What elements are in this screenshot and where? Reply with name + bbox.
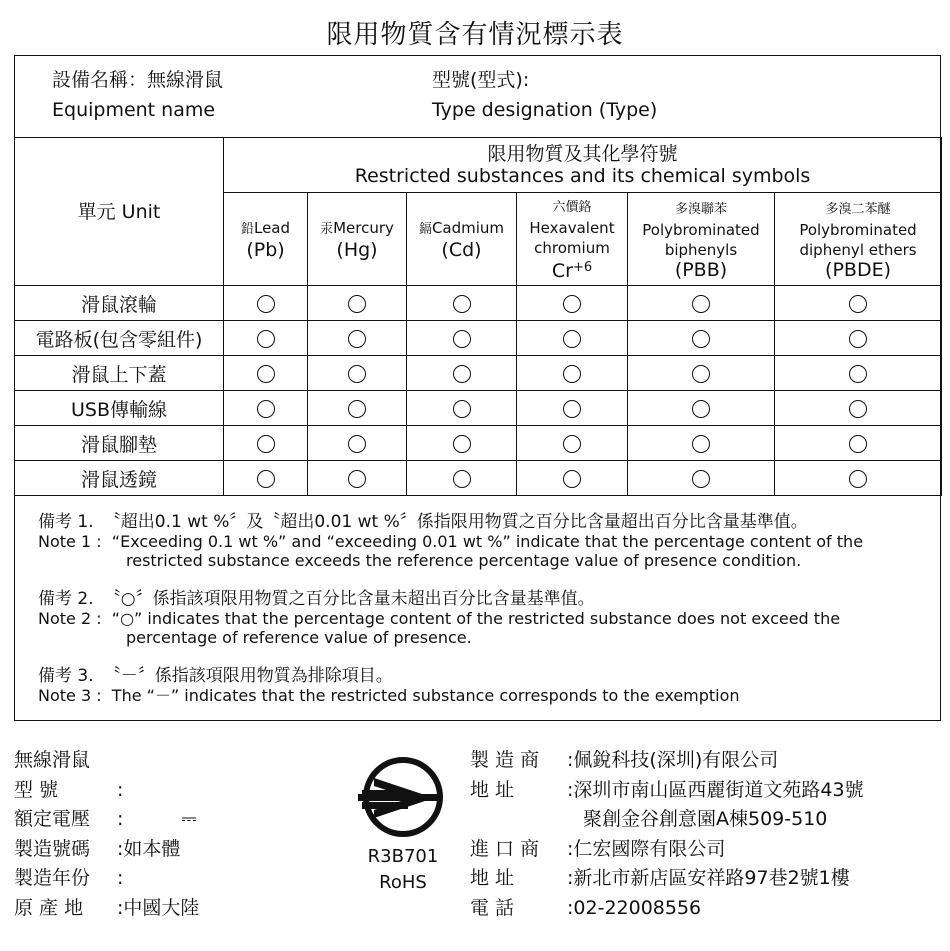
circle-mark-icon: [692, 330, 710, 348]
type-designation-zh: 型號(型式):: [432, 69, 530, 91]
maker-value: 佩銳科技(深圳)有限公司: [573, 749, 779, 771]
circle-mark-icon: [563, 470, 581, 488]
circle-mark-icon: [348, 435, 366, 453]
dc-symbol-icon: ⎓: [181, 808, 197, 830]
table-cell: [224, 321, 308, 356]
col-chromium-sup: +6: [572, 260, 593, 275]
table-cell: [308, 321, 407, 356]
col-lead-zh: 鉛: [240, 221, 254, 237]
table-cell: [224, 461, 308, 496]
type-designation-en: Type designation (Type): [432, 99, 658, 121]
row-label: 電路板(包含零組件): [15, 321, 224, 356]
col-mercury: [308, 193, 407, 286]
mark-rohs: RoHS: [379, 872, 427, 893]
note-3-label-zh: 備考 3.: [38, 666, 94, 686]
restricted-substances-table: [14, 137, 942, 496]
col-pbde-en1: Polybrominated: [799, 220, 917, 239]
table-cell: [517, 321, 628, 356]
importer-label: 進 口 商: [470, 837, 540, 860]
mark-code: R3B701: [367, 846, 439, 867]
col-cadmium: [407, 193, 517, 286]
substances-header-zh: 限用物質及其化學符號: [487, 143, 678, 165]
circle-mark-icon: [563, 435, 581, 453]
col-pbde-symbol: (PBDE): [825, 258, 891, 281]
table-cell: [628, 356, 775, 391]
circle-mark-icon: [453, 365, 471, 383]
col-pbde: [775, 193, 942, 286]
circle-mark-icon: [257, 365, 275, 383]
col-chromium: [517, 193, 628, 286]
table-cell: [407, 286, 517, 321]
table-cell: [517, 391, 628, 426]
table-row: [15, 356, 942, 391]
table-row: [15, 461, 942, 496]
table-row: [15, 321, 942, 356]
table-cell: [308, 461, 407, 496]
circle-mark-icon: [849, 435, 867, 453]
table-cell: [517, 426, 628, 461]
circle-mark-icon: [692, 470, 710, 488]
col-chromium-symbol: Cr: [551, 260, 573, 282]
table-cell: [775, 391, 942, 426]
col-lead-en: Lead: [253, 218, 291, 237]
note-1-text-en1: “Exceeding 0.1 wt %” and “exceeding 0.01 wt %” indicate that the percentage content of the: [111, 532, 864, 551]
note-3-label-en: Note 3 :: [38, 686, 102, 705]
table-cell: [628, 426, 775, 461]
note-2-text-zh: 〝○〞係指該項限用物質之百分比含量未超出百分比含量基準值。: [103, 589, 595, 609]
table-cell: [407, 321, 517, 356]
table-cell: [224, 391, 308, 426]
table-row: [15, 286, 942, 321]
col-chromium-en1: Hexavalent: [529, 219, 615, 237]
equipment-section: [14, 55, 941, 137]
table-cell: [775, 461, 942, 496]
table-row: [15, 391, 942, 426]
company-info: 製 造 商 :佩銳科技(深圳)有限公司 地 址 :深圳市南山區西麗街道文苑路43號 聚創金谷創意園A棟509-510 進 口 商 :仁宏國際有限公司 地 址 :新北市新店區安祥路97巷2號1樓 電 話 :02-22008556: [470, 746, 864, 923]
circle-mark-icon: [453, 295, 471, 313]
year-label: 製造年份: [14, 867, 91, 889]
note-2: [38, 589, 840, 647]
col-chromium-zh: 六價鉻: [552, 200, 592, 215]
row-label: USB傳輸線: [15, 391, 224, 426]
note-2-label-en: Note 2 :: [38, 609, 102, 628]
row-label: 滑鼠腳墊: [15, 426, 224, 461]
row-label: 滑鼠滾輪: [15, 286, 224, 321]
note-1-text-en2: restricted substance exceeds the reference percentage value of presence condition.: [126, 551, 802, 570]
circle-mark-icon: [257, 295, 275, 313]
circle-mark-icon: [563, 330, 581, 348]
note-1: [38, 512, 863, 570]
origin-value: 中國大陸: [123, 896, 200, 919]
circle-mark-icon: [849, 400, 867, 418]
circle-mark-icon: [453, 470, 471, 488]
circle-mark-icon: [348, 365, 366, 383]
table-cell: [308, 356, 407, 391]
substances-header: [224, 138, 942, 193]
page-title: 限用物質含有情況標示表: [326, 20, 624, 50]
maker-address-label: 地 址: [470, 778, 515, 801]
origin-label: 原 產 地: [14, 896, 84, 919]
col-lead-symbol: (Pb): [246, 238, 285, 261]
phone-label: 電 話: [470, 896, 515, 919]
col-mercury-en: Mercury: [333, 218, 394, 237]
note-3-text-zh: 〝－〞係指該項限用物質為排除項目。: [103, 666, 393, 686]
circle-mark-icon: [453, 400, 471, 418]
table-cell: [224, 426, 308, 461]
circle-mark-icon: [849, 365, 867, 383]
product-name: 無線滑鼠: [14, 749, 91, 771]
col-lead: [224, 193, 308, 286]
note-3: [38, 666, 740, 705]
circle-mark-icon: [257, 470, 275, 488]
note-2-label-zh: 備考 2.: [38, 589, 94, 609]
circle-mark-icon: [692, 400, 710, 418]
note-1-label-en: Note 1 :: [38, 532, 102, 551]
table-row: [15, 426, 942, 461]
row-label: 滑鼠透鏡: [15, 461, 224, 496]
importer-address-value: 新北市新店區安祥路97巷2號1樓: [573, 867, 850, 889]
table-cell: [775, 356, 942, 391]
col-pbb-en2: biphenyls: [664, 240, 738, 259]
col-pbb-zh: 多溴聯苯: [674, 201, 727, 217]
table-cell: [308, 426, 407, 461]
table-cell: [517, 356, 628, 391]
importer-address-label: 地 址: [470, 867, 515, 889]
circle-mark-icon: [563, 400, 581, 418]
circle-mark-icon: [849, 295, 867, 313]
circle-mark-icon: [348, 470, 366, 488]
circle-mark-icon: [692, 365, 710, 383]
col-pbb-symbol: (PBB): [674, 258, 728, 281]
equipment-name-zh: 設備名稱：無線滑鼠: [52, 69, 224, 91]
model-label: 型 號: [14, 778, 59, 801]
col-pbb: [628, 193, 775, 286]
voltage-label: 額定電壓: [14, 808, 91, 830]
note-3-text-en1: The “－” indicates that the restricted substance corresponds to the exemption: [111, 686, 740, 705]
col-pbde-en2: diphenyl ethers: [799, 240, 917, 259]
table-cell: [224, 356, 308, 391]
note-1-text-zh: 〝超出0.1 wt %〞及〝超出0.01 wt %〞係指限用物質之百分比含量超出百分比含量基準值。: [103, 512, 808, 532]
note-1-label-zh: 備考 1.: [38, 512, 94, 532]
maker-label: 製 造 商: [470, 749, 540, 771]
product-info: 無線滑鼠 型 號 : 額定電壓 : ⎓ 製造號碼 :如本體 製造年份 : 原 產 地 :中國大陸: [14, 746, 199, 923]
equipment-name-en: Equipment name: [52, 99, 216, 121]
circle-mark-icon: [849, 470, 867, 488]
serial-label: 製造號碼: [14, 837, 91, 860]
note-2-text-en1: “○” indicates that the percentage content of the restricted substance does not exceed the: [111, 609, 841, 628]
circle-mark-icon: [453, 435, 471, 453]
table-cell: [517, 286, 628, 321]
circle-mark-icon: [348, 400, 366, 418]
note-2-text-en2: percentage of reference value of presence.: [126, 628, 472, 647]
col-chromium-en2: chromium: [534, 239, 610, 257]
col-mercury-zh: 汞: [320, 221, 334, 237]
notes-section: [14, 498, 941, 721]
circle-mark-icon: [348, 330, 366, 348]
circle-mark-icon: [692, 435, 710, 453]
circle-mark-icon: [257, 330, 275, 348]
col-cadmium-en: Cadmium: [431, 218, 505, 237]
col-cadmium-zh: 鎘: [418, 221, 432, 237]
col-pbde-zh: 多溴二苯醚: [825, 201, 891, 217]
table-cell: [775, 286, 942, 321]
table-cell: [775, 321, 942, 356]
substances-header-en: Restricted substances and its chemical symbols: [354, 165, 811, 187]
unit-header: 單元 Unit: [15, 138, 224, 286]
maker-address-line2: 聚創金谷創意園A棟509-510: [583, 808, 828, 830]
table-cell: [517, 461, 628, 496]
serial-value: 如本體: [123, 837, 181, 860]
circle-mark-icon: [563, 365, 581, 383]
table-cell: [407, 391, 517, 426]
table-cell: [407, 356, 517, 391]
table-cell: [628, 461, 775, 496]
circle-mark-icon: [563, 295, 581, 313]
bsmi-logo-icon: [354, 752, 452, 850]
circle-mark-icon: [453, 330, 471, 348]
table-cell: [407, 426, 517, 461]
circle-mark-icon: [849, 330, 867, 348]
table-cell: [628, 286, 775, 321]
maker-address-line1: 深圳市南山區西麗街道文苑路43號: [573, 778, 864, 801]
table-cell: [308, 391, 407, 426]
circle-mark-icon: [257, 400, 275, 418]
circle-mark-icon: [692, 295, 710, 313]
circle-mark-icon: [257, 435, 275, 453]
table-cell: [628, 321, 775, 356]
phone-value: 02-22008556: [573, 896, 702, 919]
table-cell: [407, 461, 517, 496]
col-mercury-symbol: (Hg): [336, 238, 378, 261]
col-cadmium-symbol: (Cd): [441, 238, 482, 261]
table-cell: [308, 286, 407, 321]
row-label: 滑鼠上下蓋: [15, 356, 224, 391]
table-cell: [775, 426, 942, 461]
col-pbb-en1: Polybrominated: [642, 220, 760, 239]
table-cell: [224, 286, 308, 321]
table-cell: [628, 391, 775, 426]
importer-value: 仁宏國際有限公司: [573, 837, 726, 860]
circle-mark-icon: [348, 295, 366, 313]
